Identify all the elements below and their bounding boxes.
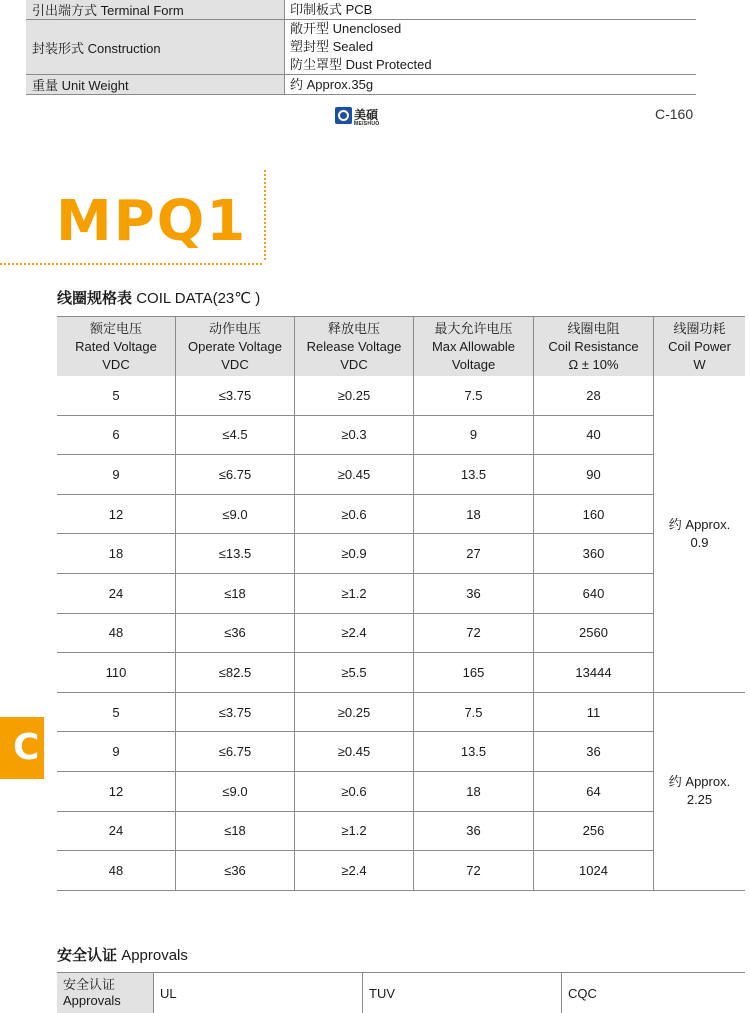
approval-tuv: TUV [363, 973, 562, 1013]
coil-value-cell: 2560 [534, 613, 654, 653]
coil-value-cell: ≥1.2 [295, 573, 414, 613]
coil-table-row [57, 455, 745, 495]
spec-row [26, 0, 696, 20]
coil-table-row [57, 692, 745, 732]
coil-power-value: 0.9 [654, 534, 745, 552]
coil-table-row [57, 613, 745, 653]
coil-value-cell: 72 [414, 851, 534, 891]
spec-label: 封装形式 Construction [26, 20, 285, 75]
coil-value-cell: ≥0.6 [295, 494, 414, 534]
coil-value-cell: ≤13.5 [176, 534, 295, 574]
coil-power-value: 约 Approx. [654, 516, 745, 534]
coil-value-cell: ≥0.25 [295, 376, 414, 415]
coil-value-cell: ≥2.4 [295, 851, 414, 891]
approvals-table [57, 972, 745, 1013]
coil-value-cell: ≤3.75 [176, 692, 295, 732]
model-title: MPQ1 [56, 190, 247, 254]
coil-value-cell: 24 [57, 811, 176, 851]
coil-value-cell: ≥0.45 [295, 455, 414, 495]
coil-value-cell: 9 [57, 732, 176, 772]
coil-data-table [57, 316, 745, 891]
spec-row [26, 75, 696, 95]
coil-header-line: Rated Voltage [59, 338, 173, 356]
coil-value-cell: 5 [57, 376, 176, 415]
coil-header-line: 最大允许电压 [416, 320, 531, 338]
spec-label: 引出端方式 Terminal Form [26, 0, 285, 20]
spec-value: 防尘罩型 Dust Protected [290, 56, 690, 74]
coil-power-value: 2.25 [654, 791, 745, 809]
page-number: C-160 [655, 106, 693, 122]
spec-value: 塑封型 Sealed [290, 38, 690, 56]
coil-value-cell: 48 [57, 613, 176, 653]
coil-data-heading [57, 287, 260, 308]
coil-value-cell: 36 [534, 732, 654, 772]
coil-data-heading-cn: 线圈规格表 [57, 290, 132, 307]
coil-value-cell: ≤4.5 [176, 415, 295, 455]
spec-label: 重量 Unit Weight [26, 75, 285, 95]
coil-header-cell [414, 317, 534, 377]
coil-value-cell: 36 [414, 811, 534, 851]
coil-table-row [57, 653, 745, 693]
coil-value-cell: ≥5.5 [295, 653, 414, 693]
coil-value-cell: 18 [414, 771, 534, 811]
coil-header-line: Ω ± 10% [536, 356, 651, 374]
coil-value-cell: 27 [414, 534, 534, 574]
coil-value-cell: ≥0.45 [295, 732, 414, 772]
approvals-heading-en: Approvals [121, 947, 188, 964]
coil-value-cell: ≥0.3 [295, 415, 414, 455]
coil-value-cell: ≥2.4 [295, 613, 414, 653]
coil-header-cell [57, 317, 176, 377]
coil-value-cell: 36 [414, 573, 534, 613]
coil-value-cell: ≥1.2 [295, 811, 414, 851]
coil-value-cell: ≤6.75 [176, 455, 295, 495]
coil-table-row [57, 415, 745, 455]
coil-header-line: 释放电压 [297, 320, 411, 338]
coil-table-row [57, 534, 745, 574]
decorative-dotted-line-vertical [264, 170, 266, 260]
meishuo-logo [335, 107, 387, 129]
coil-value-cell: 9 [414, 415, 534, 455]
coil-value-cell: 48 [57, 851, 176, 891]
coil-value-cell: 5 [57, 692, 176, 732]
approvals-row [57, 973, 745, 1013]
coil-value-cell: 6 [57, 415, 176, 455]
approval-ul: UL [154, 973, 363, 1013]
approval-cqc: CQC [562, 973, 746, 1013]
coil-header-line: Coil Resistance [536, 338, 651, 356]
coil-header-line: 线圈电阻 [536, 320, 651, 338]
approvals-label-en: Approvals [63, 993, 147, 1009]
coil-header-line: W [656, 356, 743, 374]
coil-header-cell [176, 317, 295, 377]
coil-header-cell [534, 317, 654, 377]
coil-data-heading-en: COIL DATA(23℃ ) [136, 290, 260, 307]
approvals-heading-cn: 安全认证 [57, 947, 117, 964]
coil-value-cell: ≤82.5 [176, 653, 295, 693]
coil-table-row [57, 851, 745, 891]
coil-value-cell: ≤9.0 [176, 771, 295, 811]
coil-value-cell: 13.5 [414, 732, 534, 772]
coil-header-line: 额定电压 [59, 320, 173, 338]
section-tab-letter: C [13, 727, 39, 768]
coil-power-cell [654, 376, 746, 692]
coil-value-cell: ≥0.25 [295, 692, 414, 732]
coil-value-cell: 40 [534, 415, 654, 455]
coil-table-row [57, 573, 745, 613]
coil-value-cell: ≤3.75 [176, 376, 295, 415]
coil-value-cell: 72 [414, 613, 534, 653]
coil-value-cell: 90 [534, 455, 654, 495]
brand-name-en: MEISHUO [354, 121, 379, 127]
coil-value-cell: ≤36 [176, 613, 295, 653]
coil-table-row [57, 376, 745, 415]
coil-header-line: Release Voltage [297, 338, 411, 356]
coil-value-cell: 11 [534, 692, 654, 732]
coil-value-cell: ≥0.6 [295, 771, 414, 811]
brand-mark-icon [335, 107, 352, 124]
coil-value-cell: 24 [57, 573, 176, 613]
spec-value-cell [285, 75, 697, 95]
coil-value-cell: 12 [57, 771, 176, 811]
coil-value-cell: ≤6.75 [176, 732, 295, 772]
coil-value-cell: 9 [57, 455, 176, 495]
section-tab-c [0, 717, 44, 779]
coil-value-cell: 640 [534, 573, 654, 613]
coil-header-line: 动作电压 [178, 320, 292, 338]
coil-header-line: Coil Power [656, 338, 743, 356]
coil-value-cell: 13444 [534, 653, 654, 693]
approvals-label-cell [57, 973, 154, 1013]
spec-value-cell [285, 0, 697, 20]
coil-header-line: VDC [59, 356, 173, 374]
coil-value-cell: 7.5 [414, 692, 534, 732]
coil-value-cell: ≥0.9 [295, 534, 414, 574]
coil-value-cell: 28 [534, 376, 654, 415]
spec-table [26, 0, 696, 95]
decorative-dotted-line-horizontal [0, 263, 262, 265]
spec-value-cell [285, 20, 697, 75]
coil-value-cell: 256 [534, 811, 654, 851]
spec-value: 约 Approx.35g [290, 76, 690, 94]
coil-header-line: Max Allowable [416, 338, 531, 356]
spec-row [26, 20, 696, 75]
coil-header-line: Operate Voltage [178, 338, 292, 356]
coil-header-line: Voltage [416, 356, 531, 374]
coil-table-row [57, 732, 745, 772]
coil-value-cell: 64 [534, 771, 654, 811]
approvals-heading [57, 944, 188, 965]
coil-value-cell: 12 [57, 494, 176, 534]
coil-table-body [57, 376, 745, 890]
spec-table-body [26, 0, 696, 95]
coil-value-cell: 13.5 [414, 455, 534, 495]
coil-value-cell: ≤36 [176, 851, 295, 891]
coil-value-cell: 1024 [534, 851, 654, 891]
spec-value: 敞开型 Unenclosed [290, 20, 690, 38]
coil-value-cell: 18 [57, 534, 176, 574]
spec-value: 印制板式 PCB [290, 1, 690, 19]
coil-table-row [57, 771, 745, 811]
coil-value-cell: ≤9.0 [176, 494, 295, 534]
coil-value-cell: 360 [534, 534, 654, 574]
coil-power-value: 约 Approx. [654, 773, 745, 791]
coil-value-cell: ≤18 [176, 811, 295, 851]
coil-header-cell [654, 317, 746, 377]
coil-header-cell [295, 317, 414, 377]
coil-table-row [57, 494, 745, 534]
brand-name-cn: 美碩 [354, 106, 378, 123]
approvals-label-cn: 安全认证 [63, 977, 147, 993]
coil-value-cell: 110 [57, 653, 176, 693]
coil-header-line: 线圈功耗 [656, 320, 743, 338]
coil-header-line: VDC [178, 356, 292, 374]
coil-value-cell: 165 [414, 653, 534, 693]
coil-value-cell: ≤18 [176, 573, 295, 613]
coil-power-cell [654, 692, 746, 890]
coil-table-row [57, 811, 745, 851]
coil-table-header-row [57, 317, 745, 377]
coil-header-line: VDC [297, 356, 411, 374]
coil-value-cell: 7.5 [414, 376, 534, 415]
coil-value-cell: 18 [414, 494, 534, 534]
coil-value-cell: 160 [534, 494, 654, 534]
